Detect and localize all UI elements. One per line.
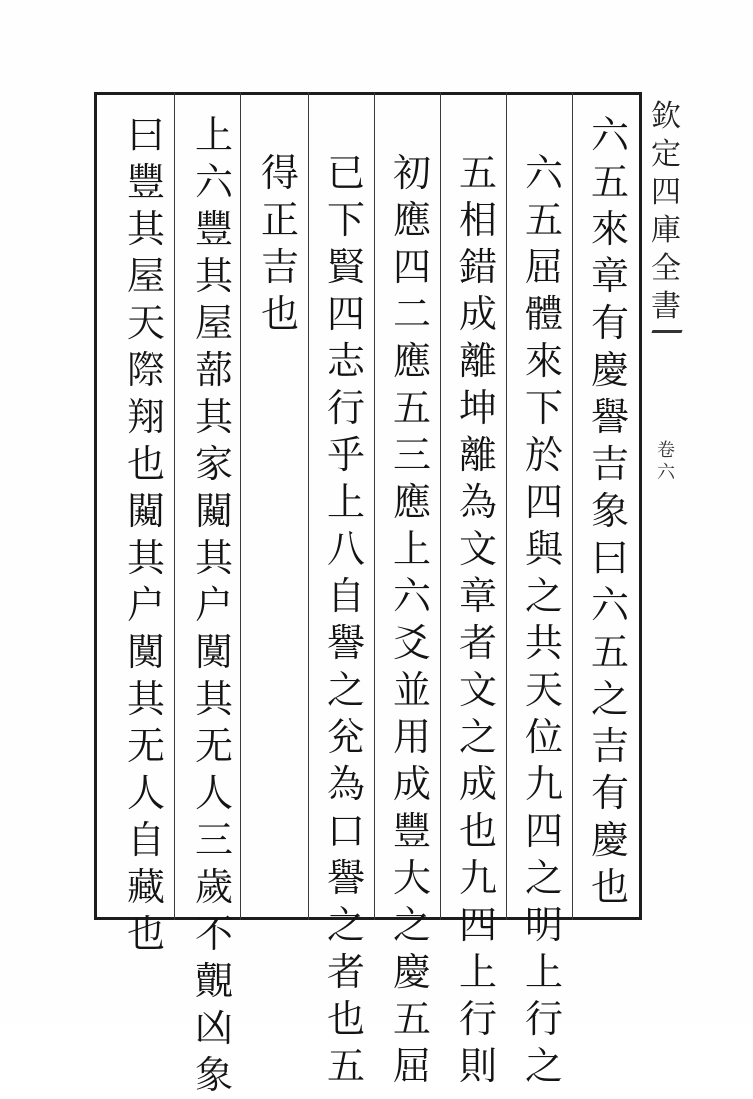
glyph: 行 bbox=[458, 997, 497, 1041]
glyph: 也 bbox=[458, 809, 497, 853]
glyph: 四 bbox=[392, 245, 431, 289]
column-rule bbox=[174, 92, 175, 920]
glyph: 已 bbox=[326, 151, 365, 195]
glyph: 六 bbox=[590, 113, 629, 157]
glyph: 藏 bbox=[126, 865, 165, 909]
glyph: 定 bbox=[651, 137, 681, 172]
glyph: 應 bbox=[392, 339, 431, 383]
glyph: 无 bbox=[194, 724, 233, 768]
glyph: 也 bbox=[326, 997, 365, 1041]
glyph: 下 bbox=[326, 198, 365, 242]
glyph: 與 bbox=[524, 527, 563, 571]
glyph: 上 bbox=[458, 950, 497, 994]
glyph: 慶 bbox=[590, 348, 629, 392]
glyph: 人 bbox=[126, 771, 165, 815]
glyph: 賢 bbox=[326, 245, 365, 289]
glyph: 自 bbox=[126, 818, 165, 862]
glyph: 四 bbox=[326, 292, 365, 336]
text-column-3 bbox=[450, 150, 506, 1090]
glyph: 相 bbox=[458, 198, 497, 242]
glyph: 六 bbox=[392, 574, 431, 618]
glyph: 屈 bbox=[392, 1044, 431, 1088]
glyph: 之 bbox=[524, 1044, 563, 1088]
glyph: 其 bbox=[194, 395, 233, 439]
glyph: 闚 bbox=[194, 489, 233, 533]
glyph: 上 bbox=[326, 480, 365, 524]
glyph: 豐 bbox=[126, 160, 165, 204]
glyph: 於 bbox=[524, 433, 563, 477]
glyph: 歲 bbox=[194, 865, 233, 909]
glyph: 也 bbox=[260, 292, 299, 336]
glyph: 吉 bbox=[260, 245, 299, 289]
text-column-4 bbox=[384, 150, 440, 1090]
glyph: 象 bbox=[194, 1053, 233, 1097]
glyph: 之 bbox=[524, 574, 563, 618]
glyph: 則 bbox=[458, 1044, 497, 1088]
glyph: 爻 bbox=[392, 621, 431, 665]
glyph: 三 bbox=[392, 433, 431, 477]
glyph: 二 bbox=[392, 292, 431, 336]
glyph: 初 bbox=[392, 151, 431, 195]
glyph: 六 bbox=[590, 583, 629, 627]
glyph: 豐 bbox=[392, 809, 431, 853]
glyph: 吉 bbox=[590, 442, 629, 486]
glyph: 也 bbox=[126, 442, 165, 486]
fishtail-mark bbox=[643, 330, 682, 355]
glyph: 吉 bbox=[590, 724, 629, 768]
glyph: 志 bbox=[326, 339, 365, 383]
margin-volume bbox=[654, 440, 678, 484]
glyph: 四 bbox=[524, 480, 563, 524]
glyph: 全 bbox=[651, 251, 681, 286]
glyph: 成 bbox=[392, 762, 431, 806]
glyph: 五 bbox=[590, 630, 629, 674]
glyph: 家 bbox=[194, 442, 233, 486]
glyph: 並 bbox=[392, 668, 431, 712]
glyph: 慶 bbox=[392, 950, 431, 994]
text-column-2 bbox=[516, 150, 572, 1090]
text-column-6 bbox=[252, 150, 308, 338]
glyph: 之 bbox=[458, 715, 497, 759]
glyph: 六 bbox=[524, 151, 563, 195]
glyph: 四 bbox=[651, 175, 681, 210]
glyph: 五 bbox=[590, 160, 629, 204]
glyph: 位 bbox=[524, 715, 563, 759]
glyph: 行 bbox=[524, 997, 563, 1041]
text-column-7 bbox=[186, 112, 242, 1099]
glyph: 不 bbox=[194, 912, 233, 956]
glyph: 大 bbox=[392, 856, 431, 900]
glyph: 庫 bbox=[651, 213, 681, 248]
glyph: 體 bbox=[524, 292, 563, 336]
glyph: 八 bbox=[326, 527, 365, 571]
glyph: 為 bbox=[326, 762, 365, 806]
glyph: 也 bbox=[590, 865, 629, 909]
glyph: 為 bbox=[458, 480, 497, 524]
glyph: 之 bbox=[326, 903, 365, 947]
glyph: 譽 bbox=[326, 621, 365, 665]
glyph: 明 bbox=[524, 903, 563, 947]
glyph: 文 bbox=[458, 527, 497, 571]
glyph: 无 bbox=[126, 724, 165, 768]
glyph: 闚 bbox=[126, 489, 165, 533]
glyph: 用 bbox=[392, 715, 431, 759]
glyph: 曰 bbox=[590, 536, 629, 580]
glyph: 應 bbox=[392, 198, 431, 242]
column-rule bbox=[572, 92, 573, 920]
glyph: 其 bbox=[194, 254, 233, 298]
glyph: 九 bbox=[524, 762, 563, 806]
glyph: 錯 bbox=[458, 245, 497, 289]
glyph: 九 bbox=[458, 856, 497, 900]
glyph: 五 bbox=[524, 198, 563, 242]
glyph: 章 bbox=[590, 254, 629, 298]
glyph: 象 bbox=[590, 489, 629, 533]
glyph: 覿 bbox=[194, 959, 233, 1003]
glyph: 乎 bbox=[326, 433, 365, 477]
margin-title bbox=[646, 98, 686, 326]
glyph: 上 bbox=[524, 950, 563, 994]
glyph: 慶 bbox=[590, 818, 629, 862]
glyph: 五 bbox=[458, 151, 497, 195]
glyph: 屈 bbox=[524, 245, 563, 289]
glyph: 户 bbox=[194, 583, 233, 627]
glyph: 成 bbox=[458, 292, 497, 336]
glyph: 蔀 bbox=[194, 348, 233, 392]
glyph: 有 bbox=[590, 301, 629, 345]
glyph: 章 bbox=[458, 574, 497, 618]
glyph: 也 bbox=[126, 912, 165, 956]
glyph: 之 bbox=[590, 677, 629, 721]
glyph: 上 bbox=[194, 113, 233, 157]
glyph: 其 bbox=[126, 207, 165, 251]
glyph: 其 bbox=[194, 536, 233, 580]
glyph: 者 bbox=[326, 950, 365, 994]
glyph: 譽 bbox=[590, 395, 629, 439]
glyph: 來 bbox=[524, 339, 563, 383]
glyph: 其 bbox=[126, 536, 165, 580]
glyph: 四 bbox=[458, 903, 497, 947]
glyph: 曰 bbox=[126, 113, 165, 157]
glyph: 户 bbox=[126, 583, 165, 627]
text-column-8 bbox=[118, 112, 174, 958]
glyph: 書 bbox=[651, 289, 681, 324]
glyph: 四 bbox=[524, 809, 563, 853]
column-rule bbox=[308, 92, 309, 920]
glyph: 正 bbox=[260, 198, 299, 242]
glyph: 五 bbox=[326, 1044, 365, 1088]
column-rule bbox=[374, 92, 375, 920]
glyph: 成 bbox=[458, 762, 497, 806]
glyph: 得 bbox=[260, 151, 299, 195]
glyph: 之 bbox=[326, 668, 365, 712]
glyph: 兊 bbox=[326, 715, 365, 759]
glyph: 下 bbox=[524, 386, 563, 430]
glyph: 五 bbox=[392, 386, 431, 430]
column-rule bbox=[506, 92, 507, 920]
glyph: 其 bbox=[194, 677, 233, 721]
text-column-5 bbox=[318, 150, 374, 1090]
column-rule bbox=[440, 92, 441, 920]
glyph: 翔 bbox=[126, 395, 165, 439]
glyph: 有 bbox=[590, 771, 629, 815]
glyph: 坤 bbox=[458, 386, 497, 430]
glyph: 天 bbox=[126, 301, 165, 345]
glyph: 屋 bbox=[126, 254, 165, 298]
glyph: 離 bbox=[458, 339, 497, 383]
glyph: 譽 bbox=[326, 856, 365, 900]
glyph: 闃 bbox=[126, 630, 165, 674]
glyph: 者 bbox=[458, 621, 497, 665]
glyph: 離 bbox=[458, 433, 497, 477]
glyph: 自 bbox=[326, 574, 365, 618]
glyph: 屋 bbox=[194, 301, 233, 345]
glyph: 口 bbox=[326, 809, 365, 853]
glyph: 文 bbox=[458, 668, 497, 712]
glyph: 際 bbox=[126, 348, 165, 392]
glyph: 五 bbox=[392, 997, 431, 1041]
glyph: 其 bbox=[126, 677, 165, 721]
glyph: 共 bbox=[524, 621, 563, 665]
text-column-1 bbox=[582, 112, 638, 911]
glyph: 六 bbox=[194, 160, 233, 204]
glyph: 人 bbox=[194, 771, 233, 815]
glyph: 來 bbox=[590, 207, 629, 251]
glyph: 天 bbox=[524, 668, 563, 712]
glyph: 豐 bbox=[194, 207, 233, 251]
glyph: 闃 bbox=[194, 630, 233, 674]
glyph: 之 bbox=[392, 903, 431, 947]
glyph: 凶 bbox=[194, 1006, 233, 1050]
glyph: 行 bbox=[326, 386, 365, 430]
glyph: 三 bbox=[194, 818, 233, 862]
glyph: 上 bbox=[392, 527, 431, 571]
glyph: 之 bbox=[524, 856, 563, 900]
glyph: 欽 bbox=[651, 99, 681, 134]
glyph: 卷 bbox=[657, 440, 675, 461]
glyph: 應 bbox=[392, 480, 431, 524]
glyph: 六 bbox=[657, 462, 675, 483]
